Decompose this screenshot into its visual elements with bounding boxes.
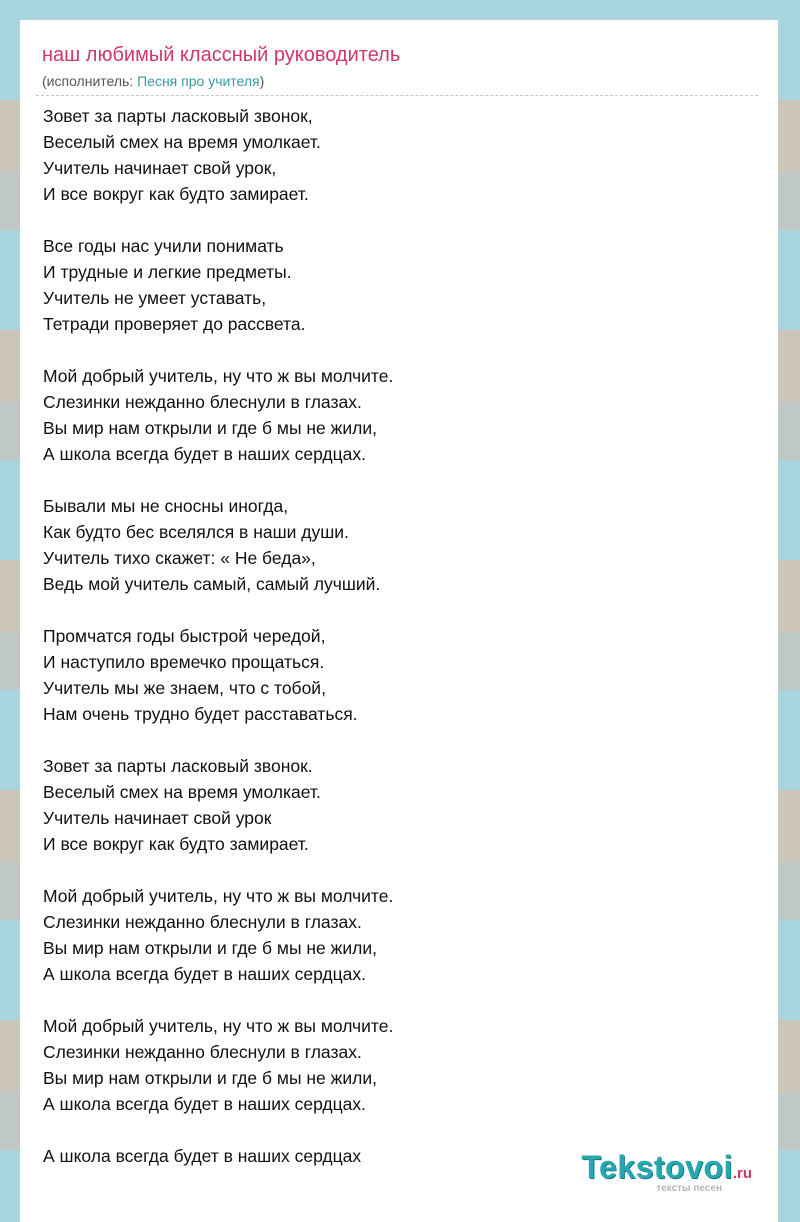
lyric-line: Вы мир нам открыли и где б мы не жили,	[43, 1068, 377, 1088]
lyric-line: Слезинки нежданно блеснули в глазах.	[43, 912, 362, 932]
site-logo[interactable]	[581, 1151, 752, 1194]
stanza	[43, 363, 758, 467]
lyric-line: Вы мир нам открыли и где б мы не жили,	[43, 418, 377, 438]
lyric-line: Учитель тихо скажет: « Не беда»,	[43, 548, 316, 568]
lyric-line: Учитель начинает свой урок	[43, 808, 272, 828]
stanza	[43, 233, 758, 337]
lyric-line: А школа всегда будет в наших сердцах.	[43, 1094, 366, 1114]
lyric-line: Веселый смех на время умолкает.	[43, 132, 321, 152]
lyric-line: Бывали мы не сносны иногда,	[43, 496, 289, 516]
performer-prefix: (исполнитель:	[42, 73, 138, 89]
lyric-line: Промчатся годы быстрой чередой,	[43, 626, 326, 646]
performer-line	[42, 73, 264, 89]
logo-tld: .ru	[732, 1165, 752, 1182]
lyric-line: Учитель не умеет уставать,	[43, 288, 267, 308]
lyric-line: И трудные и легкие предметы.	[43, 262, 292, 282]
stanza	[43, 883, 758, 987]
logo-name: Tekstovoi	[581, 1149, 733, 1185]
lyric-line: Нам очень трудно будет расставаться.	[43, 704, 358, 724]
lyric-line: Мой добрый учитель, ну что ж вы молчите.	[43, 886, 394, 906]
performer-suffix: )	[259, 73, 265, 89]
lyric-line: И наступило времечко прощаться.	[43, 652, 325, 672]
lyrics-body	[43, 103, 758, 1195]
lyric-line: А школа всегда будет в наших сердцах.	[43, 964, 366, 984]
lyric-line: Как будто бес вселялся в наши души.	[43, 522, 349, 542]
stanza	[43, 103, 758, 207]
song-title: наш любимый классный руководитель	[42, 44, 401, 66]
performer-link[interactable]: Песня про учителя	[137, 73, 260, 89]
stanza	[43, 1013, 758, 1117]
lyric-line: Веселый смех на время умолкает.	[43, 782, 321, 802]
lyric-line: Учитель начинает свой урок,	[43, 158, 277, 178]
lyric-line: А школа всегда будет в наших сердцах	[43, 1146, 362, 1166]
lyric-line: Слезинки нежданно блеснули в глазах.	[43, 1042, 362, 1062]
lyric-line: Зовет за парты ласковый звонок,	[43, 106, 313, 126]
lyrics-card	[20, 20, 778, 1222]
stanza	[43, 623, 758, 727]
stanza	[43, 753, 758, 857]
lyric-line: Зовет за парты ласковый звонок.	[43, 756, 313, 776]
lyric-line: Мой добрый учитель, ну что ж вы молчите.	[43, 1016, 394, 1036]
lyric-line: И все вокруг как будто замирает.	[43, 184, 309, 204]
lyric-line: И все вокруг как будто замирает.	[43, 834, 309, 854]
lyric-line: Ведь мой учитель самый, самый лучший.	[43, 574, 381, 594]
lyric-line: Слезинки нежданно блеснули в глазах.	[43, 392, 362, 412]
lyric-line: Вы мир нам открыли и где б мы не жили,	[43, 938, 377, 958]
logo-tagline: тексты песен	[656, 1183, 722, 1194]
lyric-line: Мой добрый учитель, ну что ж вы молчите.	[43, 366, 394, 386]
lyric-line: А школа всегда будет в наших сердцах.	[43, 444, 366, 464]
lyric-line: Тетради проверяет до рассвета.	[43, 314, 306, 334]
divider	[36, 95, 758, 96]
lyric-line: Все годы нас учили понимать	[43, 236, 284, 256]
stanza	[43, 493, 758, 597]
lyric-line: Учитель мы же знаем, что с тобой,	[43, 678, 326, 698]
